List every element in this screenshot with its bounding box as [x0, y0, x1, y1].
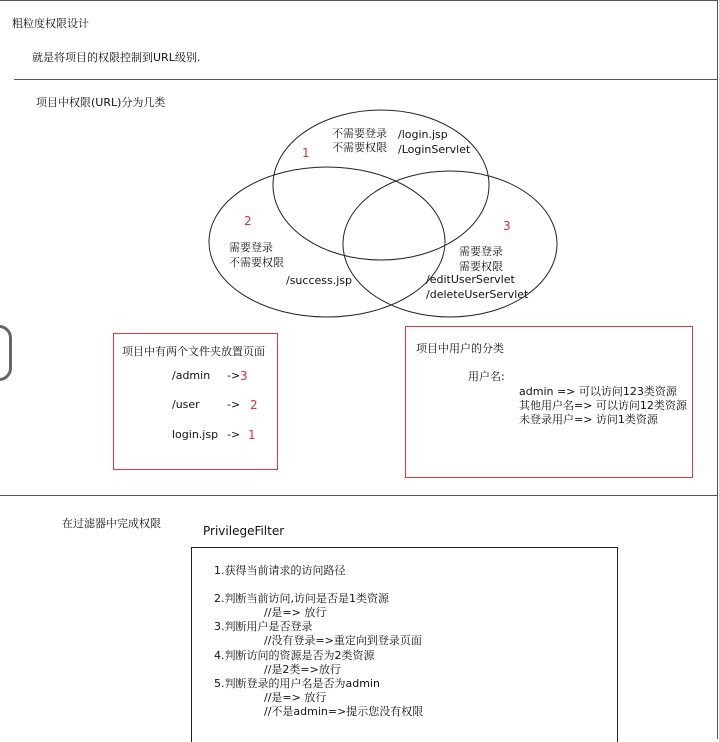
circle-2-label-line2: 不需要权限 — [229, 256, 284, 269]
filter-step-2: 2.判断当前访问,访问是否是1类资源 — [214, 592, 389, 605]
user-class-anonymous: 未登录用户=> 访问1类资源 — [519, 413, 658, 426]
circle-3-label-line1: 需要登录 — [459, 245, 503, 258]
filter-name: PrivilegeFilter — [203, 524, 285, 538]
folder-row-admin-path: /admin — [172, 369, 211, 382]
folder-row-admin-value: 3 — [240, 369, 248, 383]
filter-step-3: 3.判断用户是否登录 — [214, 620, 313, 633]
folder-row-user-value: 2 — [250, 398, 258, 412]
divider-middle — [0, 495, 718, 496]
user-class-admin: admin => 可以访问123类资源 — [519, 385, 677, 398]
circle-1-url2: /LoginServlet — [398, 143, 471, 156]
filter-step-4: 4.判断访问的资源是否为2类资源 — [214, 649, 375, 662]
filter-step-5-action-no: //不是admin=>提示您没有权限 — [264, 705, 424, 718]
username-label: 用户名: — [468, 370, 505, 383]
circle-1-label-line2: 不需要权限 — [332, 141, 387, 154]
filter-step-2-action: //是=> 放行 — [264, 606, 327, 619]
filter-step-1: 1.获得当前请求的访问路径 — [214, 564, 346, 577]
user-class-other: 其他用户名=> 可以访问12类资源 — [519, 399, 687, 412]
circle-3-label-line2: 需要权限 — [459, 260, 503, 273]
folder-row-admin-arrow: -> — [227, 369, 241, 382]
page-title: 粗粒度权限设计 — [12, 17, 89, 30]
circle-3-number: 3 — [503, 219, 511, 233]
folder-row-user-arrow: -> — [227, 398, 241, 411]
filter-step-4-action: //是2类=>放行 — [264, 663, 341, 676]
circle-1-label-line1: 不需要登录 — [332, 127, 387, 140]
folders-box — [113, 333, 278, 470]
users-box — [405, 326, 693, 478]
circle-1-number: 1 — [302, 146, 310, 160]
folder-row-login-arrow: -> — [227, 428, 241, 441]
circle-2-number: 2 — [244, 214, 252, 228]
circle-1-url1: /login.jsp — [398, 128, 448, 141]
filter-steps-box — [191, 547, 618, 742]
circle-2-url1: /success.jsp — [286, 274, 352, 287]
users-box-title: 项目中用户的分类 — [416, 342, 504, 355]
circle-3-url2: /deleteUserServlet — [426, 288, 529, 301]
page-description: 就是将项目的权限控制到URL级别. — [32, 51, 201, 64]
circle-2-label-line1: 需要登录 — [229, 241, 273, 254]
folders-box-title: 项目中有两个文件夹放置页面 — [122, 345, 265, 358]
filter-section-title: 在过滤器中完成权限 — [62, 517, 161, 530]
filter-step-3-action: //没有登录=>重定向到登录页面 — [264, 634, 422, 647]
filter-step-5-action-yes: //是=> 放行 — [264, 691, 327, 704]
folder-row-login-path: login.jsp — [172, 428, 219, 441]
folder-row-user-path: /user — [172, 398, 200, 411]
circle-3-url1: /editUserServlet — [426, 273, 515, 286]
filter-step-5: 5.判断登录的用户名是否为admin — [214, 677, 380, 690]
folder-row-login-value: 1 — [248, 428, 256, 442]
venn-section-title: 项目中权限(URL)分为几类 — [36, 96, 166, 109]
